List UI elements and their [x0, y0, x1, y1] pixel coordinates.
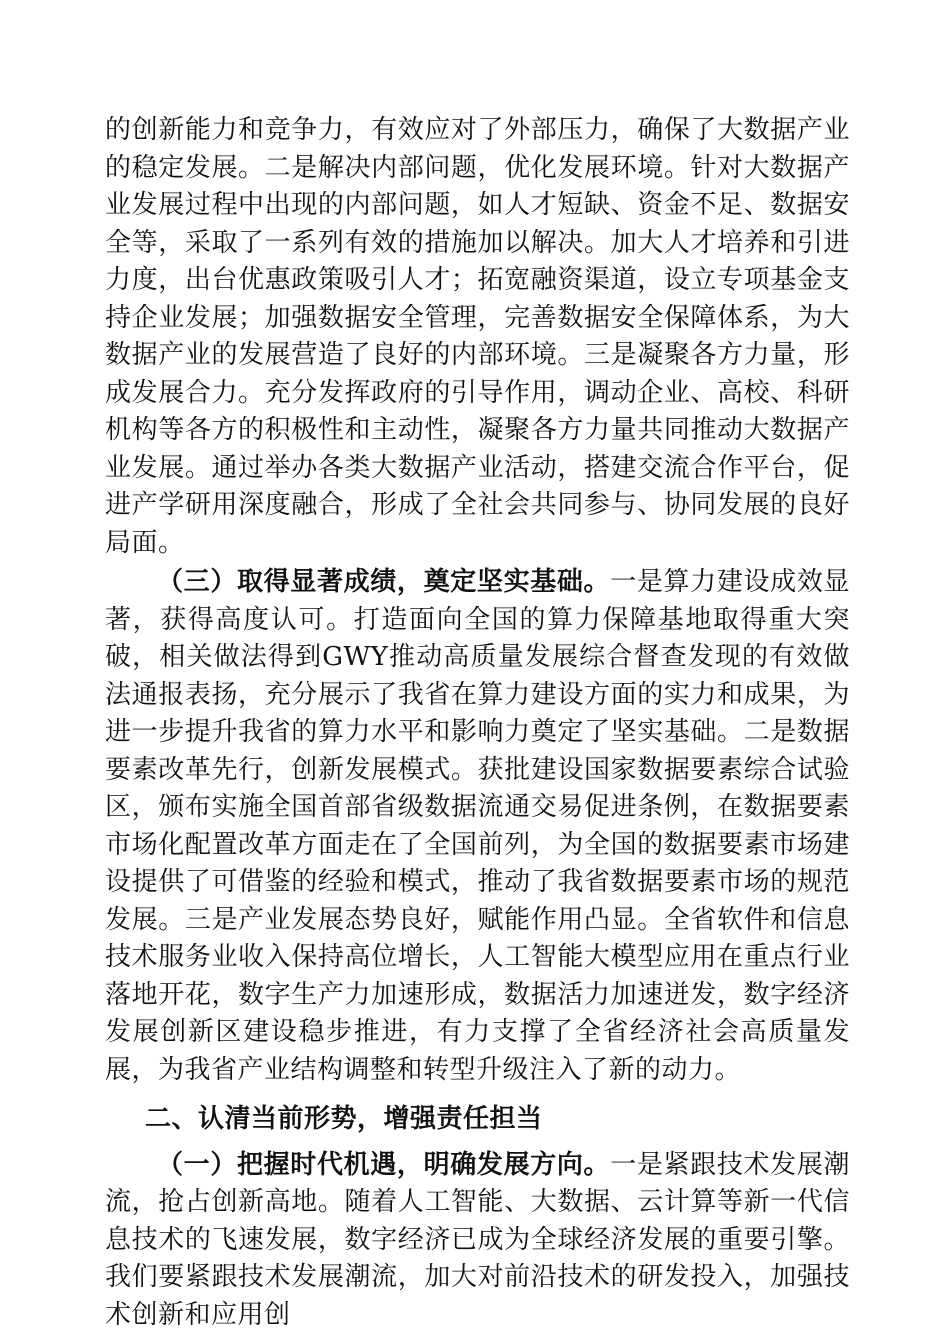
paragraph-achievements: [105, 564, 850, 1089]
paragraph-lead-heading: （一）把握时代机遇，明确发展方向。: [157, 1149, 611, 1180]
document-body: [105, 112, 850, 1334]
paragraph-text: 一是算力建设成效显著，获得高度认可。打造面向全国的算力保障基地取得重大突破，相关做法得到GWY推动高质量发展综合督查发现的有效做法通报表扬，充分展示了我省在算力建设方面的实力和成果，为进一步提升我省的算力水平和影响力奠定了坚实基础。二是数据要素改革先行，创新发展模式。获批建设国家数据要素综合试验区，颁布实施全国首部省级数据流通交易促进条例，在数据要素市场化配置改革方面走在了全国前列，为全国的数据要素市场建设提供了可借鉴的经验和模式，推动了我省数据要素市场的规范发展。三是产业发展态势良好，赋能作用凸显。全省软件和信息技术服务业收入保持高位增长，人工智能大模型应用在重点行业落地开花，数字生产力加速形成，数据活力加速迸发，数字经济发展创新区建设稳步推进，有力支撑了全省经济社会高质量发展，为我省产业结构调整和转型升级注入了新的动力。: [105, 567, 850, 1085]
paragraph-continuation: [105, 112, 850, 562]
paragraph-lead-heading: （三）取得显著成绩，奠定坚实基础。: [157, 567, 611, 597]
section-heading: 二、认清当前形势，增强责任担当: [145, 1104, 543, 1134]
paragraph-text: 一是紧跟技术发展潮流，抢占创新高地。随着人工智能、大数据、云计算等新一代信息技术的飞速发展，数字经济已成为全球经济发展的重要引擎。我们要紧跟技术发展潮流，加大对前沿技术的研发投入，加强技术创新和应用创: [105, 1149, 850, 1330]
paragraph-opportunity: [105, 1147, 850, 1335]
paragraph-text: 的创新能力和竞争力，有效应对了外部压力，确保了大数据产业的稳定发展。二是解决内部问题，优化发展环境。针对大数据产业发展过程中出现的内部问题，如人才短缺、资金不足、数据安全等，采取了一系列有效的措施加以解决。加大人才培养和引进力度，出台优惠政策吸引人才；拓宽融资渠道，设立专项基金支持企业发展；加强数据安全管理，完善数据安全保障体系，为大数据产业的发展营造了良好的内部环境。三是凝聚各方力量，形成发展合力。充分发挥政府的引导作用，调动企业、高校、科研机构等各方的积极性和主动性，凝聚各方力量共同推动大数据产业发展。通过举办各类大数据产业活动，搭建交流合作平台，促进产学研用深度融合，形成了全社会共同参与、协同发展的良好局面。: [105, 115, 850, 558]
